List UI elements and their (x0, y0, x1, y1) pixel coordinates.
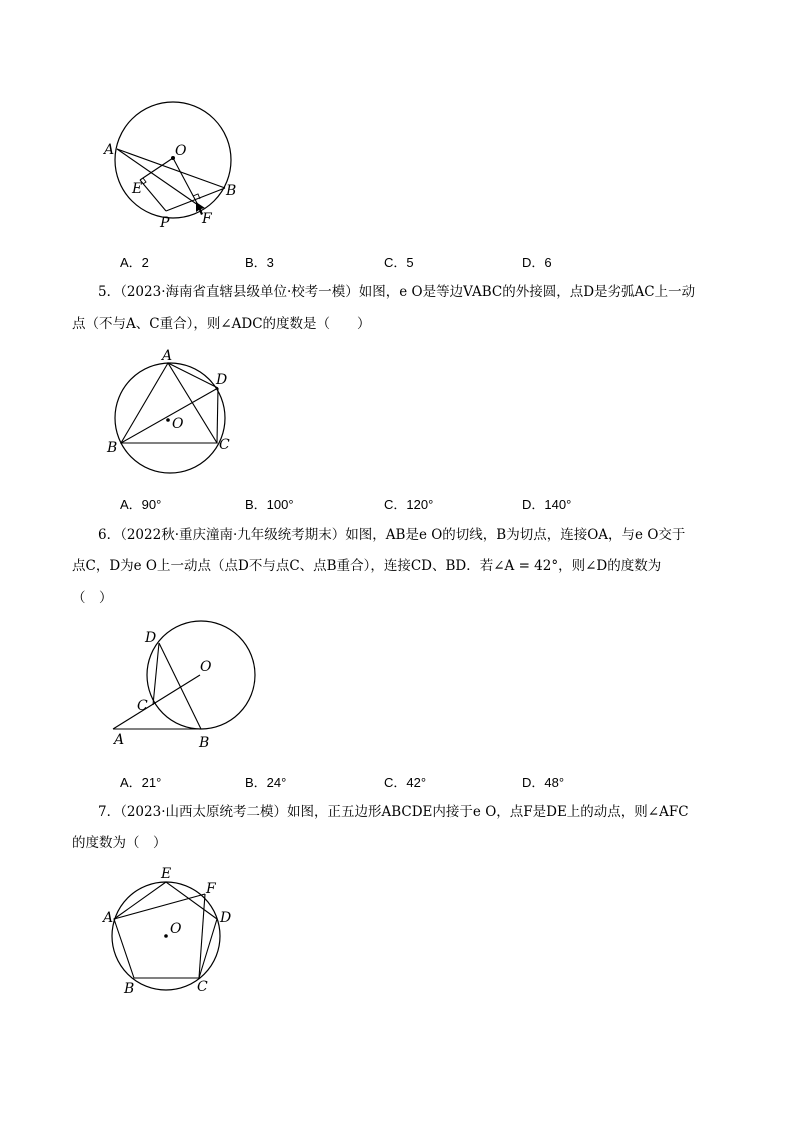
q6-line-AO (113, 675, 200, 729)
q6-stem-line2: 点C，D为e O上一动点（点D不与点C、点B重合），连接CD、BD．若∠A = 42°，则∠D的度数为 (72, 558, 662, 574)
q4-figure (95, 92, 255, 232)
q4-label-P: P (160, 215, 170, 231)
q7-label-C: C (197, 979, 208, 995)
q6-figure (105, 625, 255, 755)
q5-label-B: B (107, 440, 118, 456)
q6-option-b[interactable]: B．24° (245, 775, 287, 790)
q5-figure (100, 346, 250, 466)
q4-label-B: B (226, 183, 237, 199)
q5-option-b[interactable]: B．100° (245, 497, 294, 512)
q5-label-O: O (172, 416, 184, 432)
q4-label-E: E (132, 181, 143, 197)
q5-label-C: C (219, 437, 230, 453)
q6-stem-line1: 6．（2022秋·重庆潼南·九年级统考期末）如图，AB是e O的切线，B为切点，连接OA，与e O交于 (98, 527, 686, 543)
q7-label-B: B (124, 981, 135, 997)
q5-stem-line2: 点（不与A、C重合），则∠ADC的度数是（ ） (72, 316, 371, 332)
q6-label-B: B (199, 735, 210, 751)
q6-option-a[interactable]: A．21° (120, 775, 162, 790)
q6-circle (147, 621, 255, 729)
q5-circle (115, 363, 228, 473)
q7-label-D: D (220, 910, 232, 926)
q4-line-EP (140, 180, 166, 211)
q6-line-DC (153, 643, 159, 705)
q6-label-C: C (137, 698, 148, 714)
q6-label-D: D (145, 630, 157, 646)
q5-option-c[interactable]: C．120° (384, 497, 434, 512)
q4-option-b[interactable]: B．3 (245, 255, 274, 270)
q6-option-c[interactable]: C．42° (384, 775, 427, 790)
q5-stem-line1: 5．（2023·海南省直辖县级单位·校考一模）如图，e O是等边VABC的外接圆，点D是劣弧AC上一动 (98, 284, 696, 300)
q7-stem-line1: 7．（2023·山西太原统考二模）如图，正五边形ABCDE内接于e O，点F是DE上的动点，则∠AFC (98, 804, 689, 820)
q4-label-O: O (175, 143, 187, 159)
q5-label-D: D (216, 372, 228, 388)
q7-label-A: A (103, 910, 114, 926)
q5-option-d[interactable]: D．140° (522, 497, 572, 512)
q5-point-O (166, 418, 170, 422)
q6-label-A: A (114, 732, 125, 748)
q4-label-F: F (202, 211, 212, 227)
q4-line-OF (173, 158, 198, 205)
q4-right-angle-E (143, 178, 146, 184)
q5-line-DC (217, 388, 218, 443)
q5-line-BD (121, 388, 218, 443)
q7-label-O: O (170, 921, 182, 937)
q5-label-A: A (162, 348, 173, 364)
q6-option-d[interactable]: D．48° (522, 775, 565, 790)
q5-option-a[interactable]: A．90° (120, 497, 162, 512)
q4-label-A: A (104, 142, 115, 158)
q6-stem-line3: （ ） (72, 590, 113, 606)
q4-option-a[interactable]: A．2 (120, 255, 149, 270)
q7-label-E: E (161, 866, 172, 882)
q6-label-O: O (200, 659, 212, 675)
q7-label-F: F (206, 881, 216, 897)
q4-option-c[interactable]: C．5 (384, 255, 414, 270)
q7-figure (100, 864, 250, 999)
q4-option-d[interactable]: D．6 (522, 255, 552, 270)
q7-point-O (164, 934, 168, 938)
q7-stem-line2: 的度数为（ ） (72, 835, 167, 851)
